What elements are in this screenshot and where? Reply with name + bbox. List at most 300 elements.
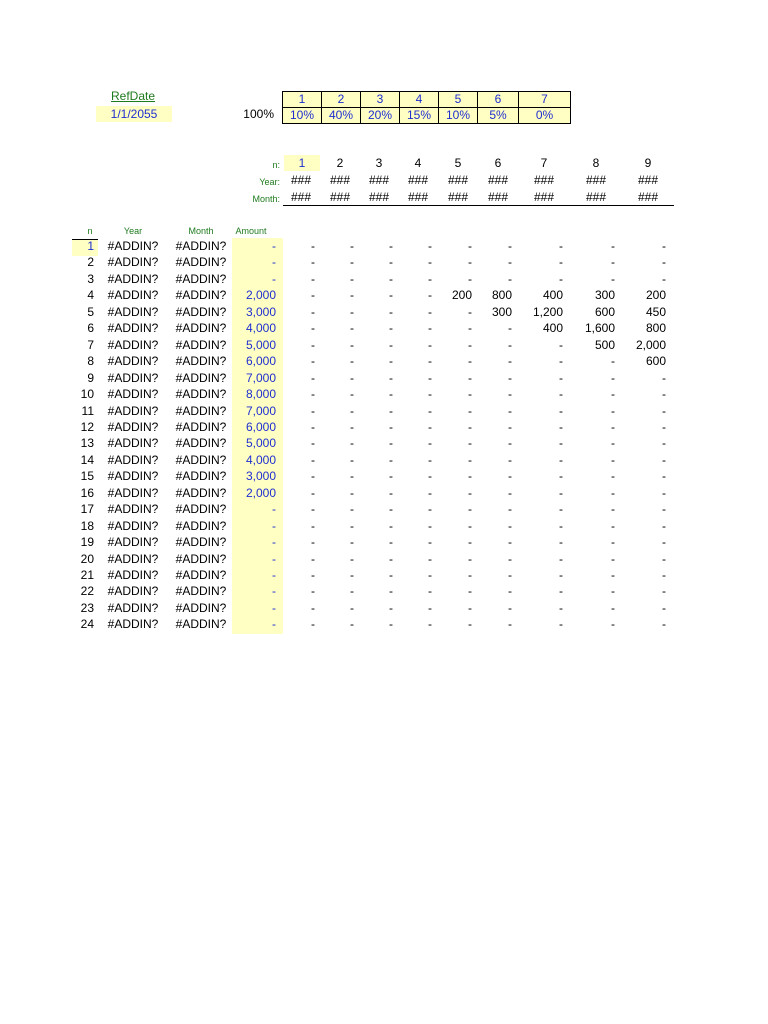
row-cell-col-4: - bbox=[428, 321, 432, 335]
row-cell-col-9: - bbox=[662, 552, 666, 566]
row-cell-col-4: - bbox=[428, 420, 432, 434]
row-year: #ADDIN? bbox=[107, 338, 159, 352]
row-cell-col-7: - bbox=[559, 453, 563, 467]
row-cell-col-7: - bbox=[559, 584, 563, 598]
row-cell-col-7: 400 bbox=[542, 321, 563, 335]
row-cell-col-7: - bbox=[559, 535, 563, 549]
row-cell-col-5: - bbox=[468, 601, 472, 615]
row-cell-col-8: - bbox=[611, 469, 615, 483]
row-cell-col-1: - bbox=[311, 404, 315, 418]
weight-period-3[interactable]: 3 bbox=[360, 91, 400, 108]
row-cell-col-9: - bbox=[662, 387, 666, 401]
row-month: #ADDIN? bbox=[175, 486, 227, 500]
row-cell-col-9: - bbox=[662, 617, 666, 631]
header-n-2: 2 bbox=[336, 156, 344, 170]
row-cell-col-1: - bbox=[311, 436, 315, 450]
row-cell-col-4: - bbox=[428, 552, 432, 566]
row-cell-col-9: - bbox=[662, 371, 666, 385]
row-cell-col-8: - bbox=[611, 535, 615, 549]
row-cell-col-3: - bbox=[389, 255, 393, 269]
row-month: #ADDIN? bbox=[175, 420, 227, 434]
row-cell-col-4: - bbox=[428, 255, 432, 269]
row-cell-col-7: - bbox=[559, 404, 563, 418]
row-cell-col-8: 500 bbox=[594, 338, 615, 352]
header-month-4: ### bbox=[407, 190, 429, 204]
row-cell-col-4: - bbox=[428, 305, 432, 319]
row-cell-col-4: - bbox=[428, 387, 432, 401]
row-cell-col-1: - bbox=[311, 584, 315, 598]
row-cell-col-6: - bbox=[508, 584, 512, 598]
row-cell-col-6: - bbox=[508, 404, 512, 418]
row-year: #ADDIN? bbox=[107, 519, 159, 533]
row-month: #ADDIN? bbox=[175, 535, 227, 549]
row-cell-col-6: - bbox=[508, 617, 512, 631]
weight-percent-1[interactable]: 10% bbox=[282, 107, 322, 124]
row-cell-col-1: - bbox=[311, 354, 315, 368]
row-cell-col-3: - bbox=[389, 617, 393, 631]
weight-percent-5[interactable]: 10% bbox=[438, 107, 478, 124]
row-year: #ADDIN? bbox=[107, 272, 159, 286]
row-cell-col-6: - bbox=[508, 601, 512, 615]
row-cell-col-2: - bbox=[350, 519, 354, 533]
row-cell-col-6: - bbox=[508, 272, 512, 286]
row-cell-col-8: - bbox=[611, 436, 615, 450]
row-cell-col-5: - bbox=[468, 486, 472, 500]
row-cell-col-2: - bbox=[350, 436, 354, 450]
row-n: 7 bbox=[87, 338, 94, 352]
header-month-6: ### bbox=[487, 190, 509, 204]
header-year-3: ### bbox=[368, 173, 390, 187]
row-cell-col-4: - bbox=[428, 535, 432, 549]
row-cell-col-3: - bbox=[389, 502, 393, 516]
row-n: 21 bbox=[80, 568, 94, 582]
row-amount-value: - bbox=[272, 519, 276, 533]
row-cell-col-1: - bbox=[311, 486, 315, 500]
row-year: #ADDIN? bbox=[107, 469, 159, 483]
row-n: 18 bbox=[80, 519, 94, 533]
row-month: #ADDIN? bbox=[175, 502, 227, 516]
row-year: #ADDIN? bbox=[107, 486, 159, 500]
row-amount-value: 2,000 bbox=[245, 486, 276, 500]
row-cell-col-1: - bbox=[311, 469, 315, 483]
row-cell-col-7: - bbox=[559, 436, 563, 450]
row-n: 22 bbox=[80, 584, 94, 598]
row-cell-col-9: - bbox=[662, 420, 666, 434]
row-cell-col-3: - bbox=[389, 387, 393, 401]
row-cell-col-6: 800 bbox=[491, 288, 512, 302]
row-cell-col-9: - bbox=[662, 486, 666, 500]
weight-percent-3[interactable]: 20% bbox=[360, 107, 400, 124]
row-amount-value: 6,000 bbox=[245, 354, 276, 368]
row-cell-col-1: - bbox=[311, 420, 315, 434]
row-cell-col-6: - bbox=[508, 519, 512, 533]
row-year: #ADDIN? bbox=[107, 321, 159, 335]
row-year: #ADDIN? bbox=[107, 371, 159, 385]
row-cell-col-9: - bbox=[662, 584, 666, 598]
row-cell-col-8: 300 bbox=[594, 288, 615, 302]
row-month: #ADDIN? bbox=[175, 552, 227, 566]
header-n-4: 4 bbox=[414, 156, 422, 170]
weights-total: 100% bbox=[243, 107, 274, 121]
row-cell-col-7: - bbox=[559, 338, 563, 352]
row-cell-col-7: - bbox=[559, 519, 563, 533]
row-cell-col-2: - bbox=[350, 453, 354, 467]
row-cell-col-8: - bbox=[611, 420, 615, 434]
row-month: #ADDIN? bbox=[175, 387, 227, 401]
header-n-3: 3 bbox=[375, 156, 383, 170]
row-amount-value: 5,000 bbox=[245, 338, 276, 352]
row-cell-col-3: - bbox=[389, 354, 393, 368]
row-amount-value: 3,000 bbox=[245, 305, 276, 319]
row-amount-value: - bbox=[272, 552, 276, 566]
header-year-7: ### bbox=[533, 173, 555, 187]
row-cell-col-5: - bbox=[468, 387, 472, 401]
row-cell-col-7: - bbox=[559, 272, 563, 286]
row-cell-col-4: - bbox=[428, 436, 432, 450]
row-cell-col-3: - bbox=[389, 338, 393, 352]
row-n: 14 bbox=[80, 453, 94, 467]
row-cell-col-5: - bbox=[468, 519, 472, 533]
row-year: #ADDIN? bbox=[107, 354, 159, 368]
row-cell-col-4: - bbox=[428, 502, 432, 516]
weight-percent-7[interactable]: 0% bbox=[518, 107, 571, 124]
row-cell-col-5: - bbox=[468, 568, 472, 582]
row-month: #ADDIN? bbox=[175, 601, 227, 615]
header-n-7: 7 bbox=[540, 156, 548, 170]
row-cell-col-4: - bbox=[428, 469, 432, 483]
row-month: #ADDIN? bbox=[175, 305, 227, 319]
row-cell-col-3: - bbox=[389, 305, 393, 319]
row-cell-col-9: - bbox=[662, 239, 666, 253]
row-cell-col-2: - bbox=[350, 387, 354, 401]
row-year: #ADDIN? bbox=[107, 305, 159, 319]
row-month: #ADDIN? bbox=[175, 371, 227, 385]
row-cell-col-5: - bbox=[468, 305, 472, 319]
row-year: #ADDIN? bbox=[107, 387, 159, 401]
row-amount-value: - bbox=[272, 601, 276, 615]
row-amount-value: 8,000 bbox=[245, 387, 276, 401]
row-cell-col-7: 1,200 bbox=[532, 305, 563, 319]
header-n-9: 9 bbox=[644, 156, 652, 170]
row-cell-col-5: - bbox=[468, 255, 472, 269]
row-cell-col-1: - bbox=[311, 255, 315, 269]
row-cell-col-6: - bbox=[508, 453, 512, 467]
row-cell-col-2: - bbox=[350, 338, 354, 352]
row-n: 16 bbox=[80, 486, 94, 500]
row-cell-col-5: - bbox=[468, 453, 472, 467]
row-cell-col-7: - bbox=[559, 617, 563, 631]
header-n-1[interactable]: 1 bbox=[284, 155, 320, 171]
row-cell-col-1: - bbox=[311, 305, 315, 319]
row-cell-col-1: - bbox=[311, 338, 315, 352]
refdate-value-cell[interactable]: 1/1/2055 bbox=[96, 106, 172, 122]
row-cell-col-4: - bbox=[428, 354, 432, 368]
row-cell-col-6: - bbox=[508, 552, 512, 566]
row-cell-col-6: - bbox=[508, 469, 512, 483]
row-year: #ADDIN? bbox=[107, 436, 159, 450]
row-cell-col-5: - bbox=[468, 354, 472, 368]
header-year-9: ### bbox=[637, 173, 659, 187]
row-cell-col-3: - bbox=[389, 239, 393, 253]
row-cell-col-8: - bbox=[611, 519, 615, 533]
row-amount-value: - bbox=[272, 239, 276, 253]
header-month-8: ### bbox=[585, 190, 607, 204]
row-cell-col-4: - bbox=[428, 272, 432, 286]
weight-percent-6[interactable]: 5% bbox=[477, 107, 519, 124]
row-n: 5 bbox=[87, 305, 94, 319]
row-cell-col-9: 800 bbox=[645, 321, 666, 335]
row-year: #ADDIN? bbox=[107, 288, 159, 302]
row-n: 8 bbox=[87, 354, 94, 368]
row-n: 15 bbox=[80, 469, 94, 483]
row-cell-col-2: - bbox=[350, 469, 354, 483]
row-cell-col-8: - bbox=[611, 601, 615, 615]
row-cell-col-1: - bbox=[311, 617, 315, 631]
row-cell-col-5: - bbox=[468, 272, 472, 286]
row-cell-col-2: - bbox=[350, 552, 354, 566]
row-cell-col-2: - bbox=[350, 371, 354, 385]
row-cell-col-4: - bbox=[428, 239, 432, 253]
header-year-2: ### bbox=[329, 173, 351, 187]
row-amount-value: - bbox=[272, 255, 276, 269]
header-year-4: ### bbox=[407, 173, 429, 187]
col-head-amount: Amount bbox=[235, 226, 267, 236]
row-cell-col-8: 600 bbox=[594, 305, 615, 319]
row-month: #ADDIN? bbox=[175, 519, 227, 533]
row-cell-col-2: - bbox=[350, 486, 354, 500]
row-cell-col-9: - bbox=[662, 404, 666, 418]
row-cell-col-8: - bbox=[611, 371, 615, 385]
row-cell-col-8: - bbox=[611, 387, 615, 401]
row-cell-col-5: - bbox=[468, 321, 472, 335]
row-n: 2 bbox=[87, 255, 94, 269]
weight-period-6[interactable]: 6 bbox=[477, 91, 519, 108]
row-cell-col-3: - bbox=[389, 486, 393, 500]
row-cell-col-6: - bbox=[508, 420, 512, 434]
row-amount-value: 3,000 bbox=[245, 469, 276, 483]
row-cell-col-6: - bbox=[508, 338, 512, 352]
weight-period-2[interactable]: 2 bbox=[321, 91, 361, 108]
row-cell-col-8: - bbox=[611, 272, 615, 286]
row-amount-value: 5,000 bbox=[245, 436, 276, 450]
weight-percent-4[interactable]: 15% bbox=[399, 107, 439, 124]
header-year-label: Year: bbox=[259, 177, 280, 187]
row-cell-col-3: - bbox=[389, 568, 393, 582]
row-year: #ADDIN? bbox=[107, 255, 159, 269]
row-month: #ADDIN? bbox=[175, 321, 227, 335]
row-amount-value: 6,000 bbox=[245, 420, 276, 434]
row-cell-col-3: - bbox=[389, 404, 393, 418]
row-cell-col-1: - bbox=[311, 387, 315, 401]
row-year: #ADDIN? bbox=[107, 535, 159, 549]
row-cell-col-3: - bbox=[389, 321, 393, 335]
row-amount-value: 4,000 bbox=[245, 321, 276, 335]
row-cell-col-9: 2,000 bbox=[635, 338, 666, 352]
col-head-year: Year bbox=[123, 226, 143, 236]
row-month: #ADDIN? bbox=[175, 354, 227, 368]
row-amount-value: - bbox=[272, 502, 276, 516]
row-cell-col-3: - bbox=[389, 584, 393, 598]
row-month: #ADDIN? bbox=[175, 568, 227, 582]
row-year: #ADDIN? bbox=[107, 568, 159, 582]
row-cell-col-5: - bbox=[468, 404, 472, 418]
row-cell-col-4: - bbox=[428, 584, 432, 598]
row-cell-col-5: - bbox=[468, 552, 472, 566]
row-n: 17 bbox=[80, 502, 94, 516]
row-year: #ADDIN? bbox=[107, 584, 159, 598]
weight-percent-2[interactable]: 40% bbox=[321, 107, 361, 124]
row-cell-col-3: - bbox=[389, 601, 393, 615]
row-month: #ADDIN? bbox=[175, 469, 227, 483]
row-cell-col-6: - bbox=[508, 239, 512, 253]
header-month-3: ### bbox=[368, 190, 390, 204]
header-year-8: ### bbox=[585, 173, 607, 187]
row-cell-col-2: - bbox=[350, 601, 354, 615]
row-cell-col-5: - bbox=[468, 420, 472, 434]
row-cell-col-9: - bbox=[662, 568, 666, 582]
row-amount-value: - bbox=[272, 272, 276, 286]
row-cell-col-7: - bbox=[559, 469, 563, 483]
row-cell-col-6: - bbox=[508, 387, 512, 401]
row-cell-col-9: 600 bbox=[645, 354, 666, 368]
row-cell-col-6: - bbox=[508, 321, 512, 335]
row-cell-col-3: - bbox=[389, 272, 393, 286]
row-n: 1 bbox=[87, 239, 94, 253]
row-cell-col-4: - bbox=[428, 371, 432, 385]
row-cell-col-6: - bbox=[508, 255, 512, 269]
row-cell-col-9: - bbox=[662, 255, 666, 269]
row-cell-col-2: - bbox=[350, 584, 354, 598]
col-head-n: n bbox=[87, 226, 93, 236]
row-cell-col-4: - bbox=[428, 338, 432, 352]
weight-period-4[interactable]: 4 bbox=[399, 91, 439, 108]
row-month: #ADDIN? bbox=[175, 272, 227, 286]
row-n: 24 bbox=[80, 617, 94, 631]
row-month: #ADDIN? bbox=[175, 584, 227, 598]
row-year: #ADDIN? bbox=[107, 404, 159, 418]
row-cell-col-3: - bbox=[389, 420, 393, 434]
row-cell-col-4: - bbox=[428, 453, 432, 467]
row-cell-col-1: - bbox=[311, 502, 315, 516]
row-n: 3 bbox=[87, 272, 94, 286]
row-cell-col-3: - bbox=[389, 453, 393, 467]
row-year: #ADDIN? bbox=[107, 453, 159, 467]
row-cell-col-4: - bbox=[428, 404, 432, 418]
row-cell-col-2: - bbox=[350, 239, 354, 253]
row-n: 12 bbox=[80, 420, 94, 434]
row-cell-col-3: - bbox=[389, 371, 393, 385]
row-cell-col-8: - bbox=[611, 552, 615, 566]
header-n-5: 5 bbox=[454, 156, 462, 170]
row-month: #ADDIN? bbox=[175, 255, 227, 269]
row-cell-col-2: - bbox=[350, 288, 354, 302]
row-cell-col-8: - bbox=[611, 568, 615, 582]
weight-period-7[interactable]: 7 bbox=[518, 91, 571, 108]
row-cell-col-1: - bbox=[311, 568, 315, 582]
row-cell-col-1: - bbox=[311, 453, 315, 467]
row-cell-col-7: - bbox=[559, 502, 563, 516]
row-month: #ADDIN? bbox=[175, 617, 227, 631]
row-cell-col-6: 300 bbox=[491, 305, 512, 319]
row-cell-col-9: - bbox=[662, 502, 666, 516]
row-cell-col-7: - bbox=[559, 568, 563, 582]
row-cell-col-9: - bbox=[662, 469, 666, 483]
row-year: #ADDIN? bbox=[107, 617, 159, 631]
row-year: #ADDIN? bbox=[107, 601, 159, 615]
row-cell-col-6: - bbox=[508, 354, 512, 368]
row-year: #ADDIN? bbox=[107, 420, 159, 434]
row-cell-col-2: - bbox=[350, 255, 354, 269]
row-amount-value: - bbox=[272, 584, 276, 598]
row-cell-col-1: - bbox=[311, 601, 315, 615]
row-cell-col-5: - bbox=[468, 239, 472, 253]
row-cell-col-3: - bbox=[389, 288, 393, 302]
refdate-label[interactable]: RefDate bbox=[110, 89, 156, 103]
row-n: 23 bbox=[80, 601, 94, 615]
row-cell-col-2: - bbox=[350, 502, 354, 516]
row-cell-col-8: - bbox=[611, 354, 615, 368]
row-cell-col-6: - bbox=[508, 371, 512, 385]
header-month-5: ### bbox=[447, 190, 469, 204]
header-year-6: ### bbox=[487, 173, 509, 187]
row-cell-col-6: - bbox=[508, 486, 512, 500]
row-cell-col-5: - bbox=[468, 469, 472, 483]
header-year-5: ### bbox=[447, 173, 469, 187]
row-amount-value: 4,000 bbox=[245, 453, 276, 467]
row-cell-col-5: - bbox=[468, 338, 472, 352]
row-cell-col-4: - bbox=[428, 617, 432, 631]
row-cell-col-5: - bbox=[468, 371, 472, 385]
row-cell-col-4: - bbox=[428, 568, 432, 582]
row-cell-col-4: - bbox=[428, 519, 432, 533]
row-month: #ADDIN? bbox=[175, 404, 227, 418]
row-cell-col-7: 400 bbox=[542, 288, 563, 302]
row-cell-col-9: 200 bbox=[645, 288, 666, 302]
row-cell-col-9: 450 bbox=[645, 305, 666, 319]
row-cell-col-8: - bbox=[611, 486, 615, 500]
row-cell-col-6: - bbox=[508, 568, 512, 582]
row-cell-col-2: - bbox=[350, 354, 354, 368]
row-cell-col-5: - bbox=[468, 535, 472, 549]
weight-period-5[interactable]: 5 bbox=[438, 91, 478, 108]
row-n: 6 bbox=[87, 321, 94, 335]
header-month-1: ### bbox=[290, 190, 312, 204]
row-cell-col-1: - bbox=[311, 272, 315, 286]
row-n: 9 bbox=[87, 371, 94, 385]
row-month: #ADDIN? bbox=[175, 436, 227, 450]
header-year-1: ### bbox=[290, 173, 312, 187]
row-cell-col-7: - bbox=[559, 420, 563, 434]
row-cell-col-4: - bbox=[428, 486, 432, 500]
row-cell-col-5: - bbox=[468, 617, 472, 631]
row-cell-col-9: - bbox=[662, 272, 666, 286]
weight-period-1[interactable]: 1 bbox=[282, 91, 322, 108]
row-amount-value: 2,000 bbox=[245, 288, 276, 302]
row-amount-value: - bbox=[272, 535, 276, 549]
header-month-label: Month: bbox=[252, 194, 280, 204]
row-cell-col-1: - bbox=[311, 288, 315, 302]
col-head-month: Month bbox=[188, 226, 214, 236]
row-cell-col-8: - bbox=[611, 617, 615, 631]
row-cell-col-3: - bbox=[389, 519, 393, 533]
row-cell-col-1: - bbox=[311, 552, 315, 566]
row-cell-col-3: - bbox=[389, 535, 393, 549]
row-n: 20 bbox=[80, 552, 94, 566]
row-year: #ADDIN? bbox=[107, 239, 159, 253]
row-cell-col-7: - bbox=[559, 552, 563, 566]
row-cell-col-7: - bbox=[559, 354, 563, 368]
row-n: 4 bbox=[87, 288, 94, 302]
